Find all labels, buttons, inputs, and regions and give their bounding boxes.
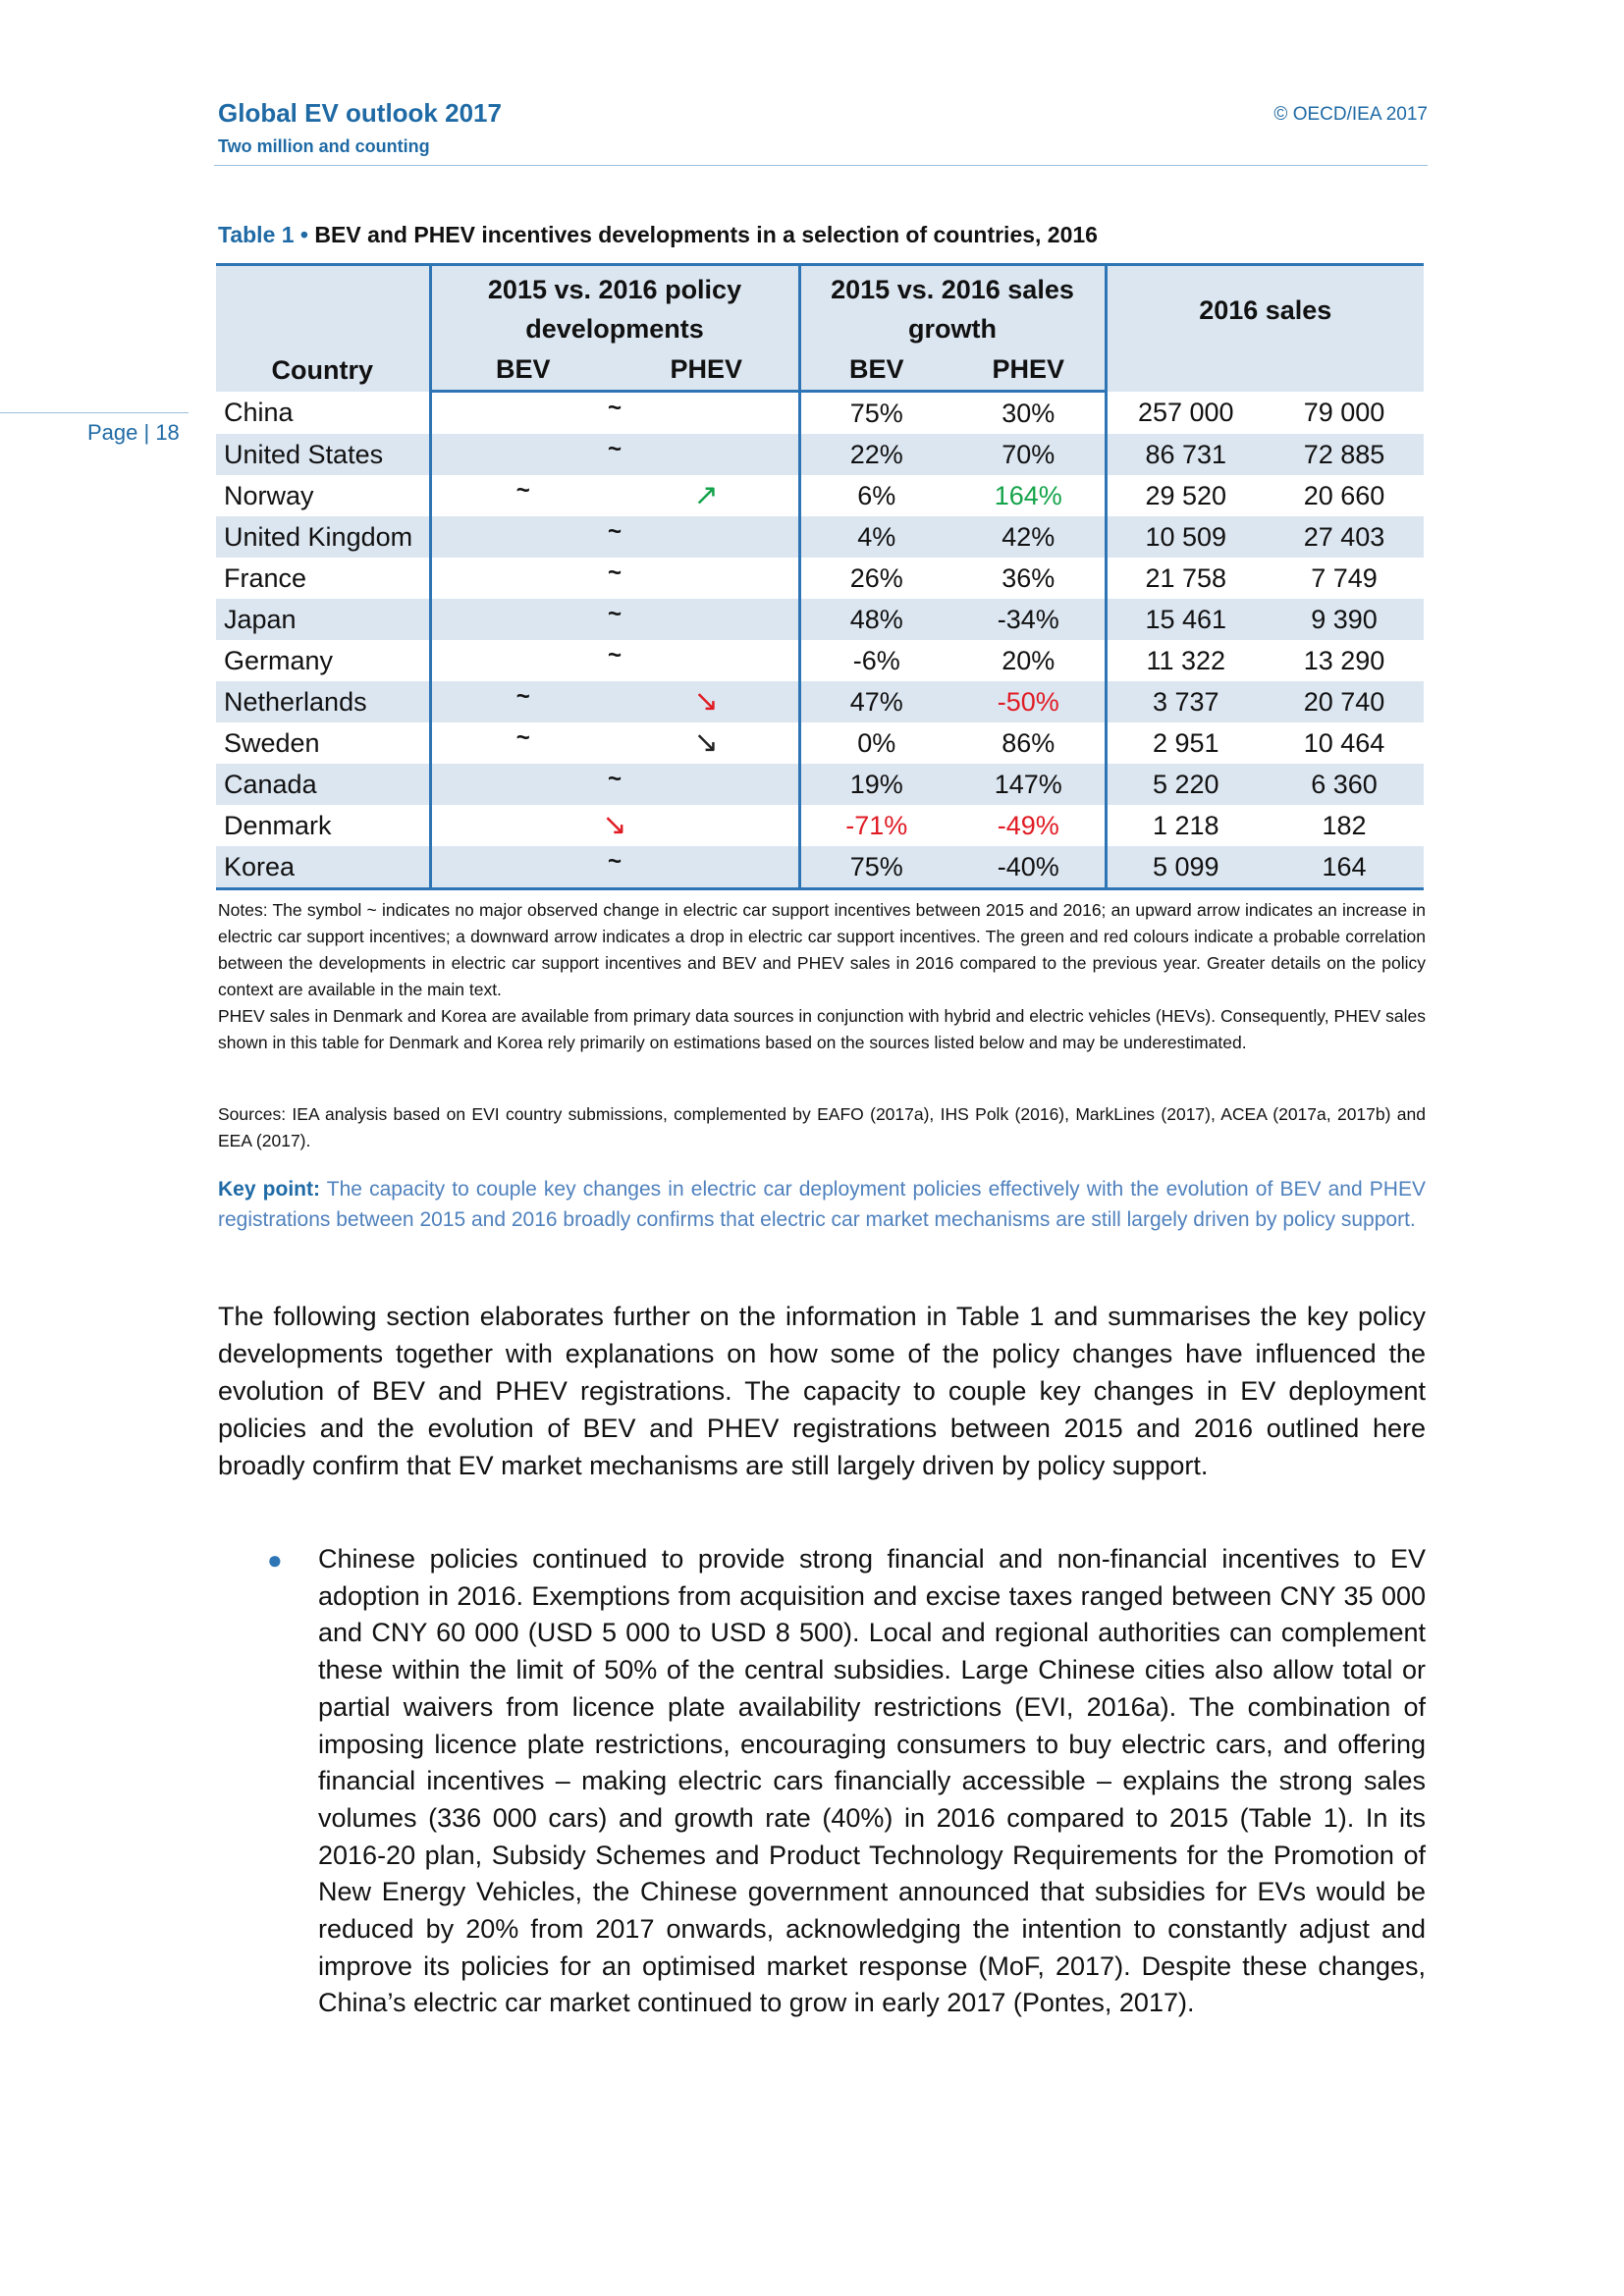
tilde-symbol: ~ bbox=[515, 724, 530, 751]
policy-cell bbox=[430, 516, 799, 558]
policy-cell bbox=[430, 599, 799, 640]
header-divider bbox=[214, 165, 1428, 166]
country-name: Germany bbox=[216, 640, 430, 681]
header-policy-bev: BEV bbox=[430, 348, 615, 392]
growth-phev-cell: -40% bbox=[952, 846, 1106, 889]
table-row bbox=[216, 640, 1424, 681]
growth-bev-cell: 75% bbox=[799, 846, 952, 889]
country-name: United States bbox=[216, 434, 430, 475]
growth-phev-cell: 164% bbox=[952, 475, 1106, 516]
policy-bev-cell bbox=[430, 722, 615, 764]
sales-phev-cell: 20 660 bbox=[1303, 481, 1385, 510]
table-notes bbox=[218, 897, 1426, 1056]
table-row bbox=[216, 764, 1424, 805]
country-name: Canada bbox=[216, 764, 430, 805]
header-country: Country bbox=[216, 265, 430, 392]
tilde-symbol: ~ bbox=[607, 436, 622, 462]
growth-phev-cell: 86% bbox=[952, 722, 1106, 764]
sales-phev-cell: 79 000 bbox=[1303, 398, 1385, 428]
sales-bev-cell: 21 758 bbox=[1145, 563, 1227, 593]
copyright: © OECD/IEA 2017 bbox=[1273, 104, 1428, 125]
growth-bev-cell: 47% bbox=[799, 681, 952, 722]
table-sources: Sources: IEA analysis based on EVI country submissions, complemented by EAFO (2017a), IHS Polk (2016), MarkLines (2017), ACEA (2017a, 2017b) and EEA (2017). bbox=[218, 1104, 1426, 1150]
arrow-up-right-icon: ↗ bbox=[693, 479, 719, 511]
incentives-table bbox=[216, 263, 1424, 890]
growth-phev-cell: 20% bbox=[952, 640, 1106, 681]
table-body bbox=[216, 392, 1424, 889]
arrow-down-right-icon: ↘ bbox=[693, 685, 719, 718]
table-row bbox=[216, 846, 1424, 889]
tilde-symbol: ~ bbox=[607, 518, 622, 545]
policy-cell bbox=[430, 846, 799, 889]
sales-phev-cell: 9 390 bbox=[1265, 599, 1424, 640]
arrow-down-right-icon: ↘ bbox=[602, 809, 627, 841]
country-name: Sweden bbox=[216, 722, 430, 764]
country-name: China bbox=[216, 392, 430, 435]
page-number: Page | 18 bbox=[87, 420, 180, 445]
policy-phev-cell bbox=[615, 681, 799, 722]
tilde-symbol: ~ bbox=[607, 848, 622, 875]
sales-bev-cell: 5 220 bbox=[1106, 764, 1265, 805]
country-name: Korea bbox=[216, 846, 430, 889]
sales-bev-cell: 257 000 bbox=[1137, 398, 1234, 428]
policy-bev-cell bbox=[430, 475, 615, 516]
policy-phev-cell bbox=[615, 475, 799, 516]
growth-phev-cell: 36% bbox=[952, 558, 1106, 599]
policy-bev-cell bbox=[430, 681, 615, 722]
growth-phev-cell: 30% bbox=[952, 392, 1106, 435]
policy-cell bbox=[430, 764, 799, 805]
notes-paragraph-1: Notes: The symbol ~ indicates no major observed change in electric car support incentives between 2015 and 2016; an upward arrow indicates an increase in electric car support incentives; a downward arrow indicates a drop in electric car support incentives. The green and red colours indicate a probable correlation between the developments in electric car support incentives and BEV and PHEV sales in 2016 compared to the previous year. Greater details on the policy context are available in the main text. bbox=[218, 900, 1426, 999]
sales-bev-cell: 29 520 bbox=[1145, 481, 1227, 510]
growth-bev-cell: 4% bbox=[799, 516, 952, 558]
tilde-symbol: ~ bbox=[607, 560, 622, 586]
header-growth: 2015 vs. 2016 sales growth bbox=[799, 265, 1106, 349]
document-title: Global EV outlook 2017 bbox=[218, 98, 502, 128]
sales-phev-cell: 182 bbox=[1322, 811, 1367, 840]
tilde-symbol: ~ bbox=[607, 395, 622, 421]
header-sales: 2016 sales bbox=[1106, 265, 1424, 392]
growth-phev-cell: -34% bbox=[952, 599, 1106, 640]
sales-bev-cell: 5 099 bbox=[1106, 846, 1265, 889]
sales-bev-cell: 11 322 bbox=[1146, 646, 1226, 675]
sales-phev-cell: 13 290 bbox=[1303, 646, 1385, 675]
policy-cell bbox=[430, 558, 799, 599]
sales-phev-cell: 6 360 bbox=[1265, 764, 1424, 805]
policy-cell bbox=[430, 805, 799, 846]
country-name: Norway bbox=[216, 475, 430, 516]
table-row bbox=[216, 599, 1424, 640]
bullet-text: Chinese policies continued to provide strong financial and non-financial incentives to EV adoption in 2016. Exemptions from acquisition and excise taxes ranged between CNY 35 000 and CNY 60 000 (USD 5 000 to USD 8 500). Local and regional authorities can complement these within the limit of 50% of the central subsidies. Large Chinese cities also allow total or partial waivers from licence plate availability restrictions (EVI, 2016a). The combination of imposing licence plate restrictions, encouraging consumers to buy electric cars, and offering financial incentives – making electric cars financially accessible – explains the strong sales volumes (336 000 cars) and growth rate (40%) in 2016 compared to 2015 (Table 1). In its 2016-20 plan, Subsidy Schemes and Product Technology Requirements for the Promotion of New Energy Vehicles, the Chinese government announced that subsidies for EVs would be reduced by 20% from 2017 onwards, acknowledging the intention to constantly adjust and improve its policies for an optimised market response (MoF, 2017). Despite these changes, China’s electric car market continued to grow in early 2017 (Pontes, 2017). bbox=[318, 1544, 1426, 2018]
sales-bev-cell: 15 461 bbox=[1106, 599, 1265, 640]
table-row bbox=[216, 475, 1424, 516]
country-name: Denmark bbox=[216, 805, 430, 846]
sales-phev-cell: 27 403 bbox=[1265, 516, 1424, 558]
bullet-icon: ● bbox=[267, 1545, 283, 1575]
country-name: United Kingdom bbox=[216, 516, 430, 558]
table-caption bbox=[218, 222, 1098, 248]
key-point-label: Key point: bbox=[218, 1178, 320, 1201]
policy-phev-cell bbox=[615, 722, 799, 764]
incentives-table-wrapper bbox=[216, 263, 1428, 890]
tilde-symbol: ~ bbox=[607, 642, 622, 668]
table-row bbox=[216, 681, 1424, 722]
key-point bbox=[218, 1174, 1426, 1235]
tilde-symbol: ~ bbox=[515, 683, 530, 710]
header-growth-phev: PHEV bbox=[952, 348, 1106, 392]
growth-phev-cell: 147% bbox=[952, 764, 1106, 805]
growth-bev-cell: 75% bbox=[849, 399, 903, 428]
policy-cell bbox=[430, 392, 799, 435]
growth-phev-cell: -49% bbox=[952, 805, 1106, 846]
header-policy: 2015 vs. 2016 policy developments bbox=[430, 265, 799, 349]
sales-bev-cell: 10 509 bbox=[1106, 516, 1265, 558]
policy-cell bbox=[430, 434, 799, 475]
country-name: France bbox=[216, 558, 430, 599]
sales-phev-cell: 72 885 bbox=[1265, 434, 1424, 475]
arrow-down-right-icon: ↘ bbox=[693, 726, 719, 759]
growth-bev-cell: 22% bbox=[799, 434, 952, 475]
table-row bbox=[216, 805, 1424, 846]
policy-cell bbox=[430, 640, 799, 681]
header-policy-phev: PHEV bbox=[615, 348, 799, 392]
growth-bev-cell: -71% bbox=[845, 811, 908, 840]
growth-bev-cell: 0% bbox=[857, 728, 896, 758]
sales-phev-cell: 7 749 bbox=[1311, 563, 1378, 593]
sales-bev-cell: 86 731 bbox=[1106, 434, 1265, 475]
country-name: Netherlands bbox=[216, 681, 430, 722]
sales-bev-cell: 1 218 bbox=[1152, 811, 1219, 840]
sales-phev-cell: 20 740 bbox=[1265, 681, 1424, 722]
tilde-symbol: ~ bbox=[515, 477, 530, 504]
sales-phev-cell: 164 bbox=[1265, 846, 1424, 889]
document-subtitle: Two million and counting bbox=[218, 136, 430, 156]
growth-bev-cell: 48% bbox=[799, 599, 952, 640]
growth-bev-cell: 19% bbox=[799, 764, 952, 805]
growth-bev-cell: -6% bbox=[852, 646, 900, 675]
table-caption-number: Table 1 • bbox=[218, 222, 308, 247]
table-row bbox=[216, 392, 1424, 435]
country-name: Japan bbox=[216, 599, 430, 640]
growth-bev-cell: 6% bbox=[857, 481, 896, 510]
body-paragraph: The following section elaborates further on the information in Table 1 and summarises the key policy developments together with explanations on how some of the policy changes have influenced the evolution of BEV and PHEV registrations. The capacity to couple key changes in EV deployment policies and the evolution of BEV and PHEV registrations between 2015 and 2016 outlined here broadly confirm that EV market mechanisms are still largely driven by policy support. bbox=[218, 1302, 1426, 1480]
growth-phev-cell: -50% bbox=[952, 681, 1106, 722]
growth-bev-cell: 26% bbox=[849, 563, 903, 593]
table-row bbox=[216, 558, 1424, 599]
header-growth-bev: BEV bbox=[799, 348, 952, 392]
notes-paragraph-2: PHEV sales in Denmark and Korea are available from primary data sources in conjunction with hybrid and electric vehicles (HEVs). Consequently, PHEV sales shown in this table for Denmark and Korea rely primarily on estimations based on the sources listed below and may be underestimated. bbox=[218, 1006, 1426, 1052]
sales-bev-cell: 2 951 bbox=[1152, 728, 1219, 758]
table-caption-text: BEV and PHEV incentives developments in a selection of countries, 2016 bbox=[308, 222, 1098, 247]
page-number-rule bbox=[0, 412, 189, 413]
sales-phev-cell: 10 464 bbox=[1303, 728, 1385, 758]
table-row bbox=[216, 434, 1424, 475]
tilde-symbol: ~ bbox=[607, 766, 622, 792]
table-row bbox=[216, 722, 1424, 764]
tilde-symbol: ~ bbox=[607, 601, 622, 627]
growth-phev-cell: 70% bbox=[952, 434, 1106, 475]
key-point-text: The capacity to couple key changes in electric car deployment policies effectively with the evolution of BEV and PHEV registrations between 2015 and 2016 broadly confirms that electric car market mechanisms are still largely driven by policy support. bbox=[218, 1178, 1426, 1231]
growth-phev-cell: 42% bbox=[952, 516, 1106, 558]
table-row bbox=[216, 516, 1424, 558]
sales-bev-cell: 3 737 bbox=[1106, 681, 1265, 722]
